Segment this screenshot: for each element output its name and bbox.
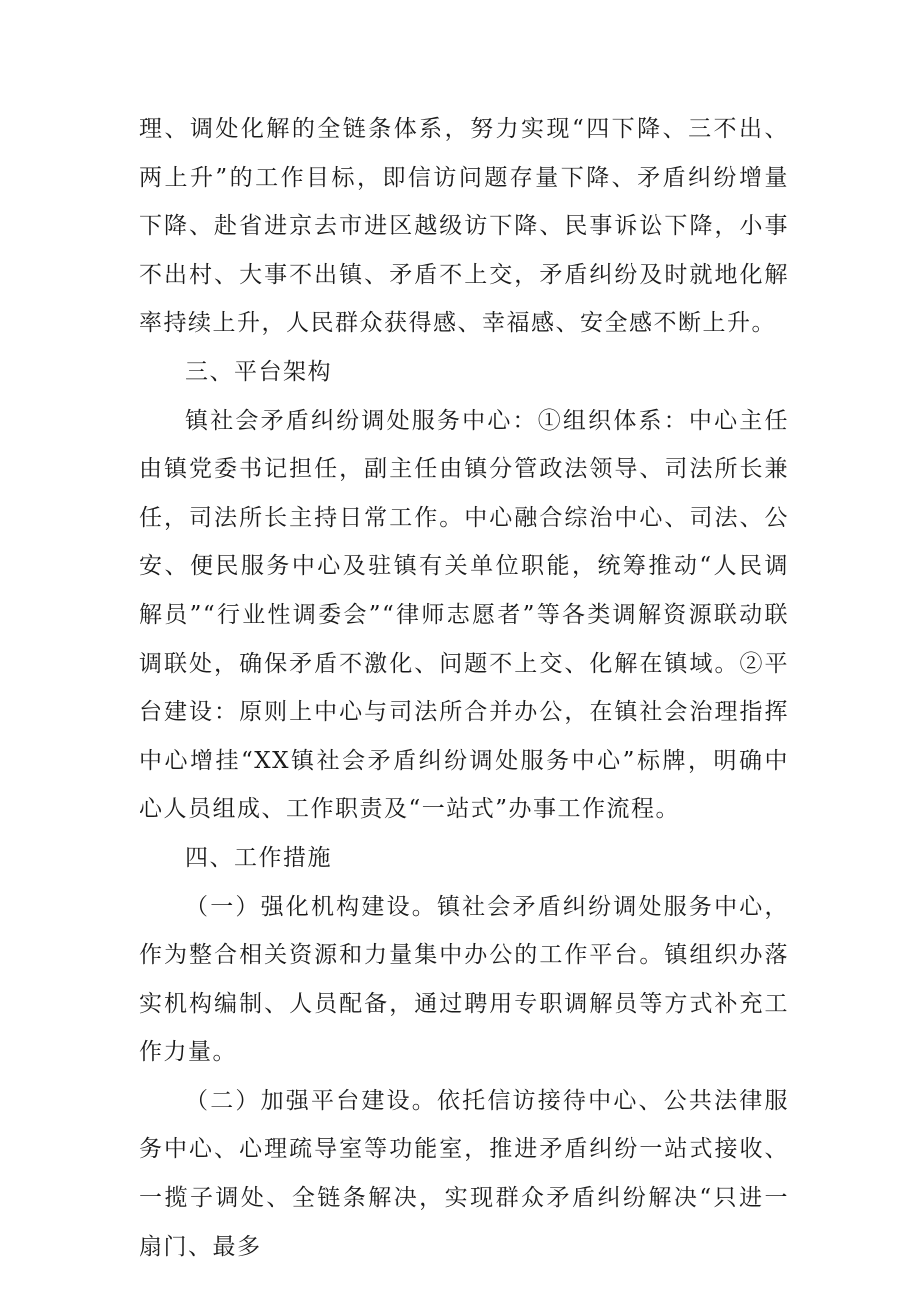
section-heading-work-measures: 四、工作措施	[185, 844, 332, 871]
paragraph-measure-two: （二）加强平台建设。依托信访接待中心、公共法律服务中心、心理疏导室等功能室，推进矛盾纠纷一站式接收、一揽子调处、全链条解决，实现群众矛盾纠纷解决“只进一扇门、最多	[139, 1087, 789, 1260]
paragraph-platform-structure: 镇社会矛盾纠纷调处服务中心：①组织体系：中心主任由镇党委书记担任，副主任由镇分管政法领导、司法所长兼任，司法所长主持日常工作。中心融合综治中心、司法、公安、便民服务中心及驻镇有关单位职能，统筹推动“人民调解员”“行业性调委会”“律师志愿者”等各类调解资源联动联调联处，确保矛盾不激化、问题不上交、化解在镇域。②平台建设：原则上中心与司法所合并办公，在镇社会治理指挥中心增挂“XX镇社会矛盾纠纷调处服务中心”标牌，明确中心人员组成、工作职责及“一站式”办事工作流程。	[139, 407, 789, 823]
document-body	[139, 105, 789, 1271]
section-heading-platform-structure: 三、平台架构	[185, 358, 332, 385]
paragraph-measure-one: （一）强化机构建设。镇社会矛盾纠纷调处服务中心，作为整合相关资源和力量集中办公的工作平台。镇组织办落实机构编制、人员配备，通过聘用专职调解员等方式补充工作力量。	[139, 893, 789, 1066]
paragraph-continuation: 理、调处化解的全链条体系，努力实现“四下降、三不出、两上升”的工作目标，即信访问题存量下降、矛盾纠纷增量下降、赴省进京去市进区越级访下降、民事诉讼下降，小事不出村、大事不出镇、矛盾不上交，矛盾纠纷及时就地化解率持续上升，人民群众获得感、幸福感、安全感不断上升。	[139, 116, 789, 337]
